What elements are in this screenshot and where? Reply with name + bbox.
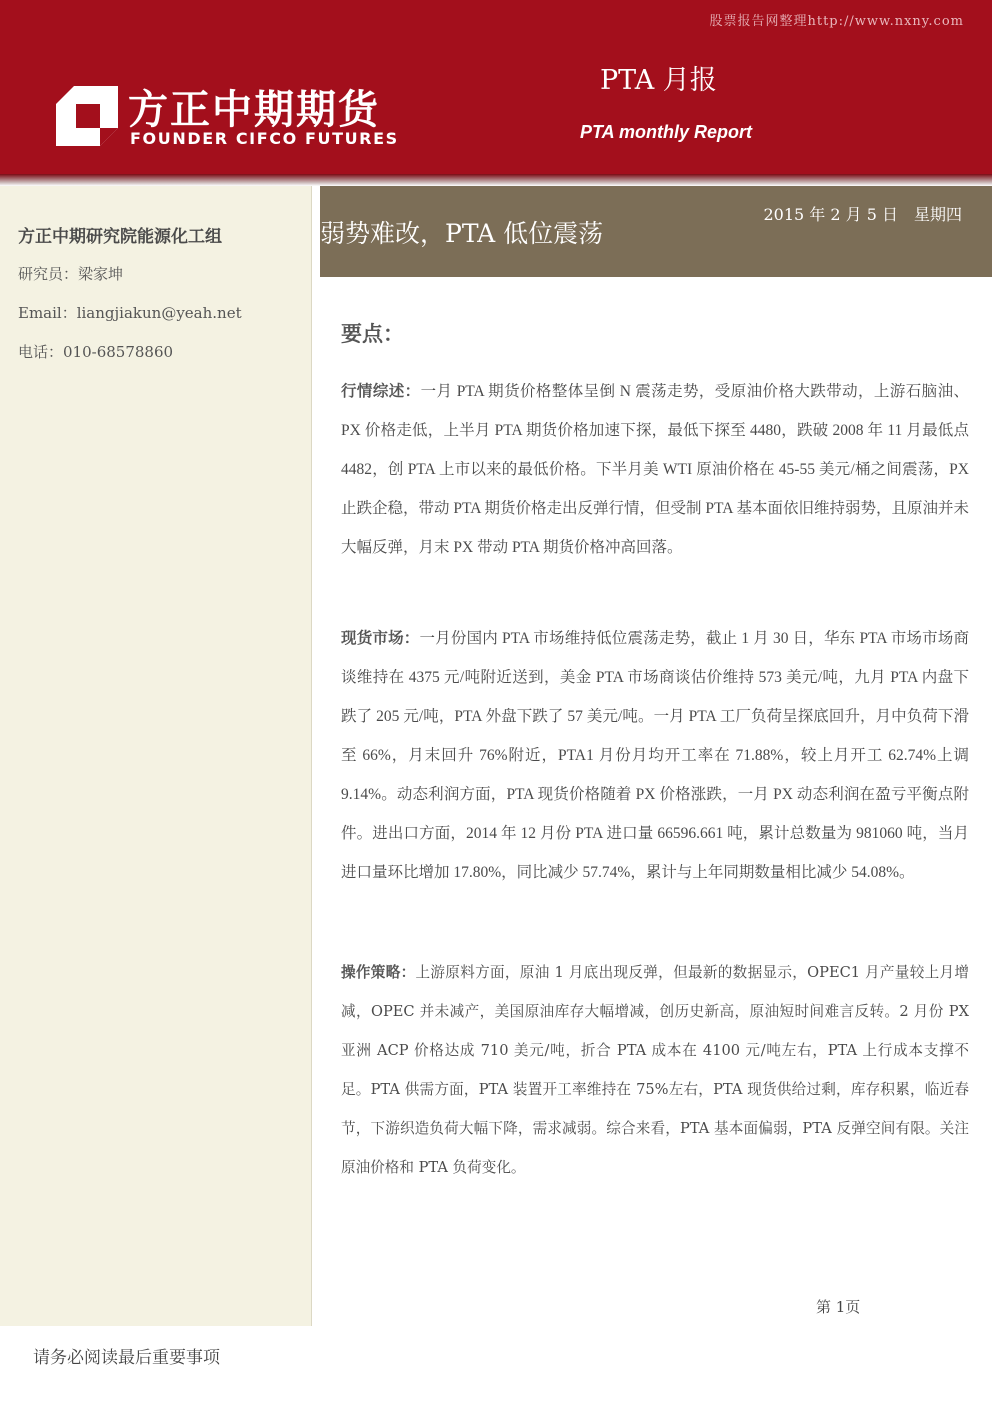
research-group: 方正中期研究院能源化工组 — [18, 227, 222, 247]
section-market-review — [341, 372, 969, 567]
watermark-text: 股票报告网整理http://www.nxny.com — [709, 14, 964, 29]
section-text: 一月份国内 PTA 市场维持低位震荡走势，截止 1 月 30 日，华东 PTA 市场市场商谈维持在 4375 元/吨附近送到，美金 PTA 市场商谈估价维持 573 美元/吨，九月 PTA 内盘下跌了 205 元/吨，PTA 外盘下跌了 57 美元/吨。一月 PTA 工厂负荷呈探底回升，月中负荷下滑至 66%，月末回升 76%附近，PTA1 月份月均开工率在 71.88%，较上月开工 62.74%上调 9.14%。动态利润方面，PTA 现货价格随着 PX 价格涨跌，一月 PX 动态利润在盈亏平衡点附件。进出口方面，2014 年 12 月份 PTA 进口量 66596.661 吨，累计总数量为 981060 吨，当月进口量环比增加 17.80%，同比减少 57.74%，累计与上年同期数量相比减少 54.08%。 — [341, 630, 969, 881]
section-label: 操作策略： — [341, 964, 416, 981]
disclaimer: 请务必阅读最后重要事项 — [33, 1348, 220, 1368]
brand-name-chinese: 方正中期期货 — [128, 87, 380, 133]
report-date: 2015 年 2 月 5 日 星期四 — [763, 205, 962, 224]
section-strategy — [341, 953, 969, 1187]
researcher-email: Email：liangjiakun@yeah.net — [18, 304, 242, 322]
page-number: 第 1页 — [816, 1298, 861, 1316]
founder-logo-icon — [56, 86, 118, 146]
section-spot-market — [341, 619, 969, 892]
report-subtitle: PTA monthly Report — [580, 122, 752, 142]
header-divider — [0, 174, 992, 186]
section-label: 行情综述： — [341, 382, 421, 400]
researcher-name: 研究员：梁家坤 — [18, 265, 124, 283]
headline: 弱势难改，PTA 低位震荡 — [320, 219, 604, 248]
report-title: PTA 月报 — [600, 65, 717, 96]
researcher-phone: 电话：010-68578860 — [18, 343, 174, 361]
brand-name-english: FOUNDER CIFCO FUTURES — [130, 129, 399, 148]
section-label: 现货市场： — [341, 629, 420, 647]
section-text: 上游原料方面，原油 1 月底出现反弹，但最新的数据显示，OPEC1 月产量较上月增减，OPEC 并未减产，美国原油库存大幅增减，创历史新高，原油短时间难言反转。2 月份 PX 亚洲 ACP 价格达成 710 美元/吨，折合 PTA 成本在 4100 元/吨左右，PTA 上行成本支撑不足。PTA 供需方面，PTA 装置开工率维持在 75%左右，PTA 现货供给过剩，库存积累，临近春节，下游织造负荷大幅下降，需求减弱。综合来看，PTA 基本面偏弱，PTA 反弹空间有限。关注原油价格和 PTA 负荷变化。 — [341, 964, 969, 1176]
section-text: 一月 PTA 期货价格整体呈倒 N 震荡走势，受原油价格大跌带动，上游石脑油、PX 价格走低，上半月 PTA 期货价格加速下探，最低下探至 4480，跌破 2008 年 11 月最低点 4482，创 PTA 上市以来的最低价格。下半月美 WTI 原油价格在 45-55 美元/桶之间震荡，PX 止跌企稳，带动 PTA 期货价格走出反弹行情，但受制 PTA 基本面依旧维持弱势，且原油并未大幅反弹，月末 PX 带动 PTA 期货价格冲高回落。 — [341, 383, 969, 556]
key-points-title: 要点： — [341, 322, 404, 346]
